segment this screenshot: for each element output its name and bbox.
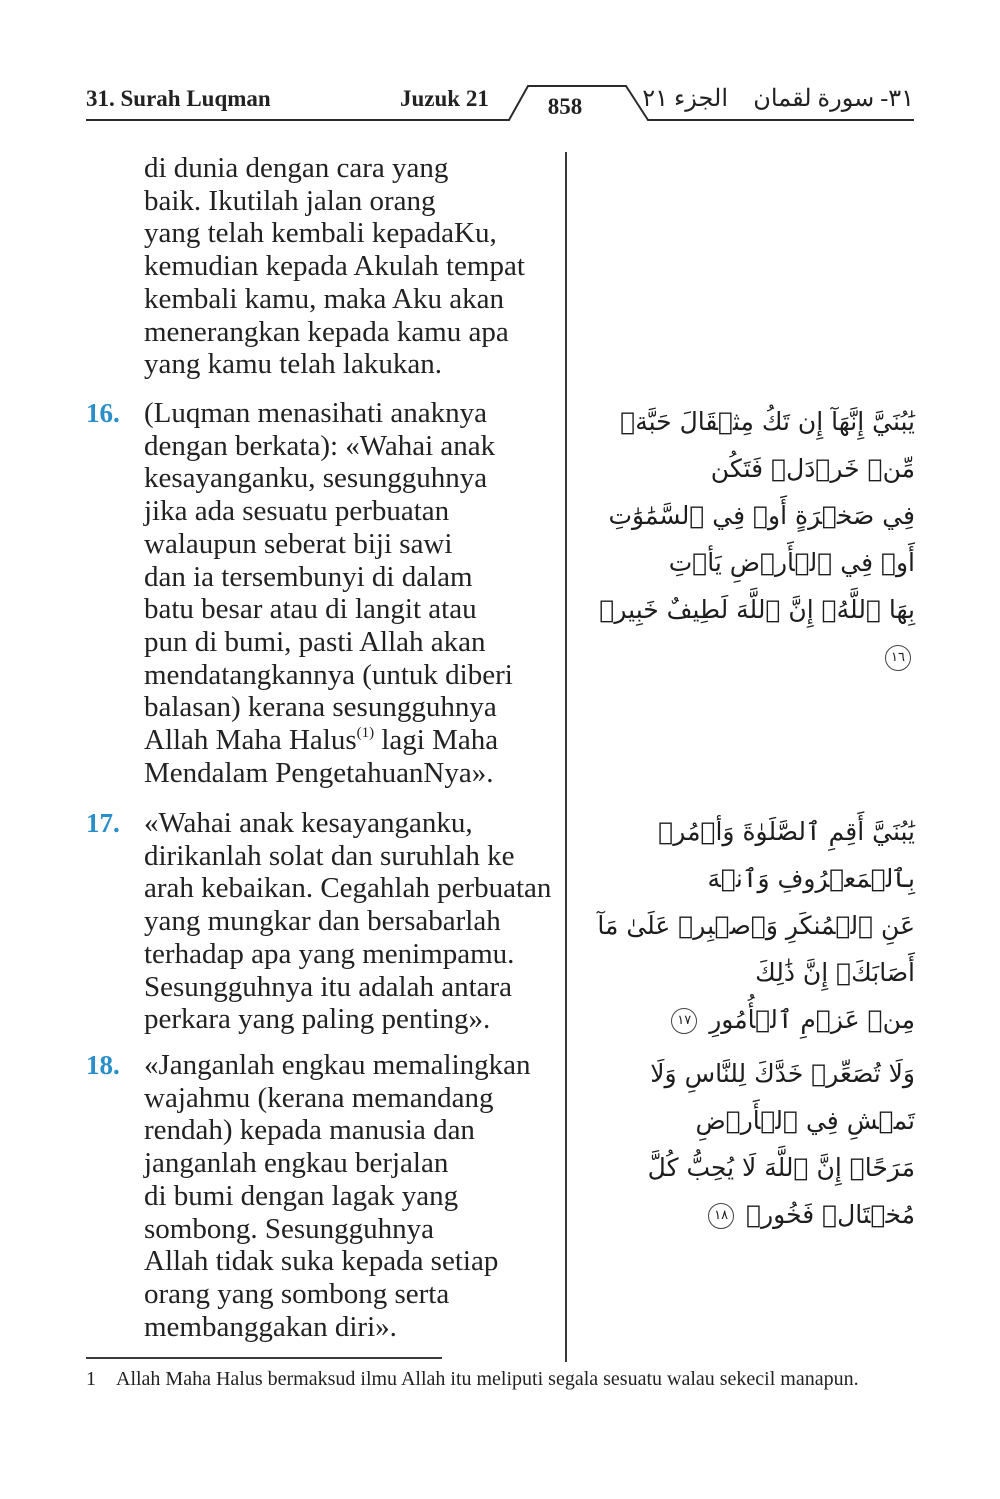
header-rule [86,76,914,126]
verse-16-arabic [575,398,915,680]
arabic-text: يَٰبُنَيَّ أَقِمِ ٱلصَّلَوٰةَ وَأۡمُرۡ بِٱلۡمَعۡرُوفِ وَٱنۡهَ عَنِ ٱلۡمُنكَرِ وَٱصۡبِرۡ عَلَىٰ مَآ أَصَابَكَۖ إِنَّ ذَٰلِكَ مِنۡ عَزۡمِ ٱلۡأُمُورِ [597,817,915,1034]
footnote-rule [86,1357,442,1359]
header-juzuk-arabic: الجزء ٢١ [642,86,728,112]
arabic-text: وَلَا تُصَعِّرۡ خَدَّكَ لِلنَّاسِ وَلَا تَمۡشِ فِي ٱلۡأَرۡضِ مَرَحًاۖ إِنَّ ٱللَّهَ لَا يُحِبُّ كُلَّ مُخۡتَالٖ فَخُورٖ [647,1059,915,1229]
verse-18-arabic [575,1050,915,1238]
translation-text [144,397,561,789]
translation-text: di dunia dengan cara yang baik. Ikutilah jalan orang yang telah kembali kepadaKu, kemudian kepada Akulah tempat kembali kamu, maka Aku akan menerangkan kepada kamu apa yang kamu telah lakukan. [144,152,525,381]
ayah-marker-icon: ١٧ [671,1008,697,1034]
translation-text: «Wahai anak kesayanganku, dirikanlah solat dan suruhlah ke arah kebaikan. Cegahlah perbuatan yang mungkar dan bersabarlah terhadap apa yang menimpamu. Sesungguhnya itu adalah antara perkara yang paling penting». [144,807,552,1036]
header-surah-title: 31. Surah Luqman [86,86,271,111]
footnote-text: Allah Maha Halus bermaksud ilmu Allah itu meliputi segala sesuatu walau sekecil manapun. [116,1368,859,1390]
translation-continuation [86,152,561,381]
footnote-number: 1 [86,1368,96,1390]
translation-text-part: lagi Maha Mendalam PengetahuanNya». [144,724,499,789]
header-juzuk: Juzuk 21 [400,86,489,111]
verse-17-translation [86,807,561,1036]
page-number: 858 [547,94,583,119]
ayah-marker-icon: ١٨ [708,1203,734,1229]
translation-text: «Janganlah engkau memalingkan wajahmu (kerana memandang rendah) kepada manusia dan janganlah engkau berjalan di bumi dengan lagak yang sombong. Sesungguhnya Allah tidak suka kepada setiap orang yang sombong serta membanggakan diri». [144,1049,531,1343]
verse-number: 17. [86,808,120,838]
header-surah-title-arabic: ٣١- سورة لقمان [753,86,914,112]
footnote [86,1366,914,1393]
column-divider [565,152,567,1362]
arabic-text: يَٰبُنَيَّ إِنَّهَآ إِن تَكُ مِثۡقَالَ حَبَّةٖ مِّنۡ خَرۡدَلٖ فَتَكُن فِي صَخۡرَةٍ أَوۡ فِي ٱلسَّمَٰوَٰتِ أَوۡ فِي ٱلۡأَرۡضِ يَأۡتِ بِهَا ٱللَّهُۚ إِنَّ ٱللَّهَ لَطِيفٌ خَبِيرٞ [599,407,915,624]
footnote-ref[interactable]: (1) [356,725,375,742]
ayah-marker-icon: ١٦ [885,645,911,671]
translation-text-part: (Luqman menasihati anaknya dengan berkata): «Wahai anak kesayanganku, sesungguhnya jika ada sesuatu perbuatan walaupun seberat biji sawi dan ia tersembunyi di dalam batu besar atau di langit atau pun di bumi, pasti Allah akan mendatangkannya (untuk diberi balasan) kerana sesungguhnya Allah Maha Halus [144,397,513,757]
verse-number: 16. [86,398,120,428]
verse-18-translation [86,1049,561,1343]
verse-number: 18. [86,1050,120,1080]
verse-16-translation [86,397,561,789]
verse-17-arabic [575,808,915,1043]
